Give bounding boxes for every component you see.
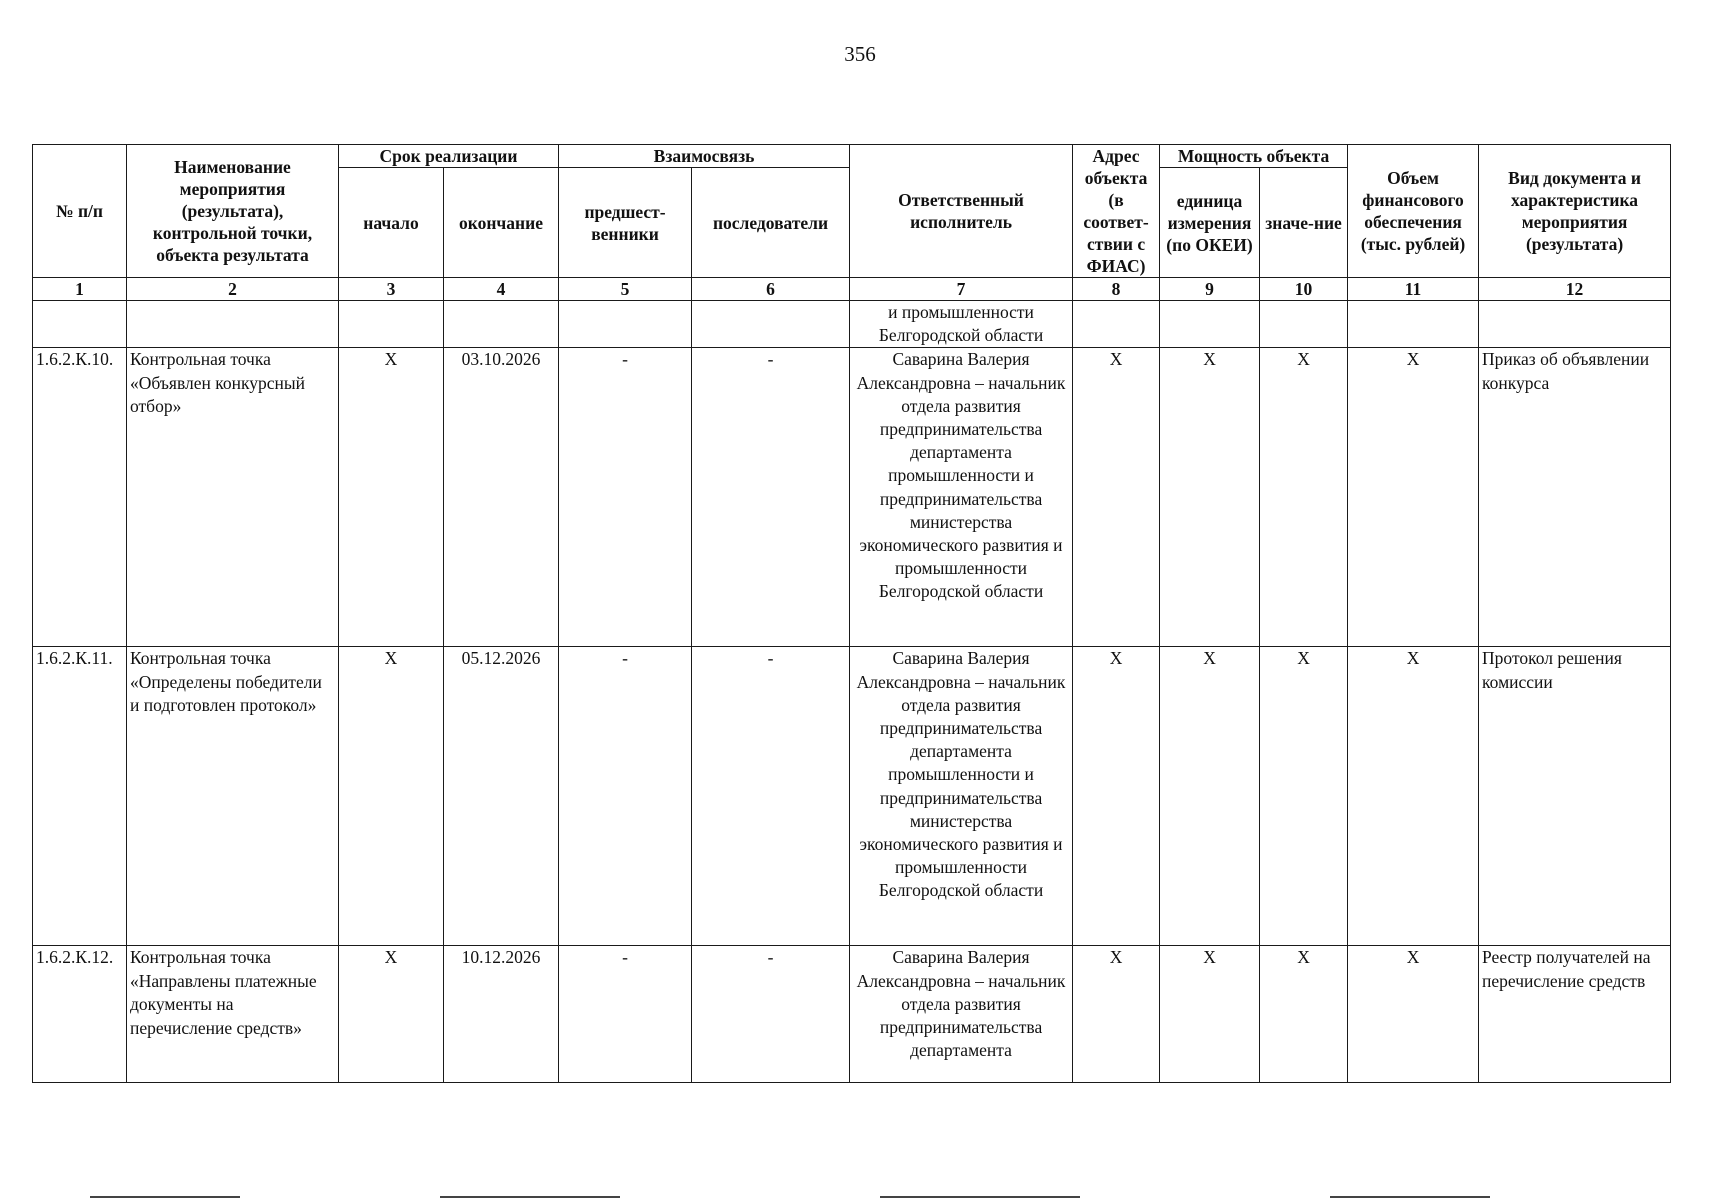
row-unit: Х xyxy=(1160,647,1260,946)
header-successors: последователи xyxy=(692,168,850,278)
column-number: 7 xyxy=(850,278,1073,301)
row-doc: Реестр получателей на перечисление средств xyxy=(1479,946,1671,1083)
column-number: 10 xyxy=(1260,278,1348,301)
scan-edge-line xyxy=(90,1196,240,1198)
column-number: 1 xyxy=(33,278,127,301)
row-funding: Х xyxy=(1348,348,1479,647)
page-number: 356 xyxy=(844,42,876,66)
row-funding: Х xyxy=(1348,647,1479,946)
table-row xyxy=(33,647,1671,946)
column-number: 3 xyxy=(339,278,444,301)
header-end: окончание xyxy=(444,168,559,278)
table-header xyxy=(33,145,1671,301)
row-successors: - xyxy=(692,946,850,1083)
row-start: Х xyxy=(339,946,444,1083)
row-start: Х xyxy=(339,647,444,946)
row-address: Х xyxy=(1073,647,1160,946)
column-number: 6 xyxy=(692,278,850,301)
scan-edge-line xyxy=(1330,1196,1490,1198)
column-number: 2 xyxy=(127,278,339,301)
row-end: 05.12.2026 xyxy=(444,647,559,946)
row-successors: - xyxy=(692,647,850,946)
row-value: Х xyxy=(1260,348,1348,647)
row-num: 1.6.2.К.12. xyxy=(33,946,127,1083)
table-row xyxy=(33,946,1671,1083)
column-number: 12 xyxy=(1479,278,1671,301)
header-responsible: Ответственный исполнитель xyxy=(850,145,1073,278)
row-responsible: Саварина Валерия Александровна – начальник отдела развития предпринимательства департамента промышленности и предпринимательства министерства экономического развития и промышленности Белгородской области xyxy=(850,647,1073,946)
header-doc-type: Вид документа и характеристика мероприятия (результата) xyxy=(1479,145,1671,278)
row-value: Х xyxy=(1260,946,1348,1083)
row-unit: Х xyxy=(1160,348,1260,647)
table-row xyxy=(33,348,1671,647)
header-value: значе-ние xyxy=(1260,168,1348,278)
header-relation: Взаимосвязь xyxy=(559,145,850,168)
header-start: начало xyxy=(339,168,444,278)
column-number: 11 xyxy=(1348,278,1479,301)
header-capacity: Мощность объекта xyxy=(1160,145,1348,168)
row-responsible: Саварина Валерия Александровна – начальник отдела развития предпринимательства департамента промышленности и предпринимательства министерства экономического развития и промышленности Белгородской области xyxy=(850,348,1073,647)
row-predecessors: - xyxy=(559,348,692,647)
row-name: Контрольная точка «Направлены платежные документы на перечисление средств» xyxy=(127,946,339,1083)
row-funding: Х xyxy=(1348,946,1479,1083)
row-responsible: Саварина Валерия Александровна – начальник отдела развития предпринимательства департамента xyxy=(850,946,1073,1083)
plan-table xyxy=(32,144,1671,1083)
column-number: 9 xyxy=(1160,278,1260,301)
row-end: 03.10.2026 xyxy=(444,348,559,647)
continuation-row xyxy=(33,301,1671,348)
column-number: 8 xyxy=(1073,278,1160,301)
header-unit: единица измерения (по ОКЕИ) xyxy=(1160,168,1260,278)
continuation-responsible: и промышленности Белгородской области xyxy=(850,301,1073,348)
column-number: 4 xyxy=(444,278,559,301)
row-address: Х xyxy=(1073,946,1160,1083)
row-predecessors: - xyxy=(559,946,692,1083)
scan-edge-line xyxy=(880,1196,1080,1198)
row-doc: Приказ об объявлении конкурса xyxy=(1479,348,1671,647)
header-num: № п/п xyxy=(33,145,127,278)
header-period: Срок реализации xyxy=(339,145,559,168)
row-value: Х xyxy=(1260,647,1348,946)
scan-edge-line xyxy=(440,1196,620,1198)
column-number-row xyxy=(33,278,1671,301)
row-address: Х xyxy=(1073,348,1160,647)
row-name: Контрольная точка «Объявлен конкурсный отбор» xyxy=(127,348,339,647)
header-address: Адрес объекта (в соответ-ствии с ФИАС) xyxy=(1073,145,1160,278)
row-num: 1.6.2.К.11. xyxy=(33,647,127,946)
row-doc: Протокол решения комиссии xyxy=(1479,647,1671,946)
row-start: Х xyxy=(339,348,444,647)
header-name: Наименование мероприятия (результата), контрольной точки, объекта результата xyxy=(127,145,339,278)
header-predecessors: предшест-венники xyxy=(559,168,692,278)
row-successors: - xyxy=(692,348,850,647)
column-number: 5 xyxy=(559,278,692,301)
row-predecessors: - xyxy=(559,647,692,946)
row-unit: Х xyxy=(1160,946,1260,1083)
row-end: 10.12.2026 xyxy=(444,946,559,1083)
row-name: Контрольная точка «Определены победители и подготовлен протокол» xyxy=(127,647,339,946)
header-funding: Объем финансового обеспечения (тыс. рублей) xyxy=(1348,145,1479,278)
row-num: 1.6.2.К.10. xyxy=(33,348,127,647)
